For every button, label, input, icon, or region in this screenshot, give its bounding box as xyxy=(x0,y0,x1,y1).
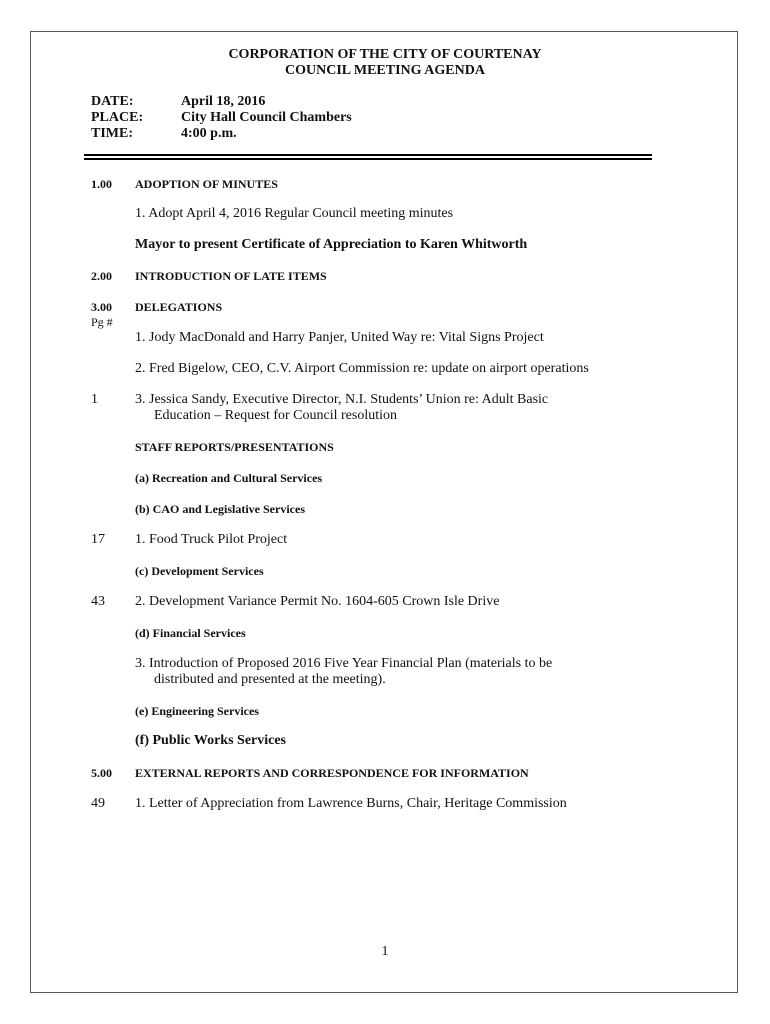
time-value: 4:00 p.m. xyxy=(181,126,237,141)
header-divider-top xyxy=(84,154,652,156)
section-number: 3.00 xyxy=(91,300,112,314)
agenda-title-line2: COUNCIL MEETING AGENDA xyxy=(285,63,485,78)
agenda-item-continuation: Education – Request for Council resolution xyxy=(154,408,398,423)
page-reference: 43 xyxy=(91,594,105,609)
agenda-item: 2. Development Variance Permit No. 1604-605 Crown Isle Drive xyxy=(135,594,500,609)
date-value: April 18, 2016 xyxy=(181,94,266,109)
subsection-title: (c) Development Services xyxy=(135,564,264,578)
agenda-title-line1: CORPORATION OF THE CITY OF COURTENAY xyxy=(228,47,542,62)
agenda-item: 3. Introduction of Proposed 2016 Five Year Financial Plan (materials to be xyxy=(135,656,553,671)
agenda-item: 1. Jody MacDonald and Harry Panjer, United Way re: Vital Signs Project xyxy=(135,330,544,345)
section-number: 5.00 xyxy=(91,766,112,780)
agenda-item: 1. Food Truck Pilot Project xyxy=(135,532,288,547)
page-reference: 1 xyxy=(91,392,98,407)
subsection-title: (b) CAO and Legislative Services xyxy=(135,502,305,516)
subsection-title: (e) Engineering Services xyxy=(135,704,259,718)
page-reference: 17 xyxy=(91,532,105,547)
section-number: 1.00 xyxy=(91,177,112,191)
place-value: City Hall Council Chambers xyxy=(181,110,352,125)
subsection-title: (a) Recreation and Cultural Services xyxy=(135,471,323,485)
agenda-item: 1. Letter of Appreciation from Lawrence Burns, Chair, Heritage Commission xyxy=(135,796,567,811)
section-title: STAFF REPORTS/PRESENTATIONS xyxy=(135,440,334,454)
section-title: DELEGATIONS xyxy=(135,300,223,314)
date-label: DATE: xyxy=(91,94,134,109)
page-reference: 49 xyxy=(91,796,105,811)
page-number: 1 xyxy=(381,944,389,959)
section-number: 2.00 xyxy=(91,269,112,283)
place-label: PLACE: xyxy=(91,110,144,125)
agenda-item: 3. Jessica Sandy, Executive Director, N.I. Students’ Union re: Adult Basic xyxy=(135,392,549,407)
subsection-title: (f) Public Works Services xyxy=(135,733,287,748)
section-title: EXTERNAL REPORTS AND CORRESPONDENCE FOR INFORMATION xyxy=(135,766,529,780)
agenda-item: 2. Fred Bigelow, CEO, C.V. Airport Commission re: update on airport operations xyxy=(135,361,589,376)
agenda-note: Mayor to present Certificate of Appreciation to Karen Whitworth xyxy=(135,237,528,252)
time-label: TIME: xyxy=(91,126,133,141)
agenda-item-continuation: distributed and presented at the meeting). xyxy=(154,672,386,687)
page-column-label: Pg # xyxy=(91,315,113,329)
header-divider-bottom xyxy=(84,158,652,160)
section-title: ADOPTION OF MINUTES xyxy=(135,177,278,191)
subsection-title: (d) Financial Services xyxy=(135,626,246,640)
section-title: INTRODUCTION OF LATE ITEMS xyxy=(135,269,327,283)
agenda-item: 1. Adopt April 4, 2016 Regular Council meeting minutes xyxy=(135,206,454,221)
